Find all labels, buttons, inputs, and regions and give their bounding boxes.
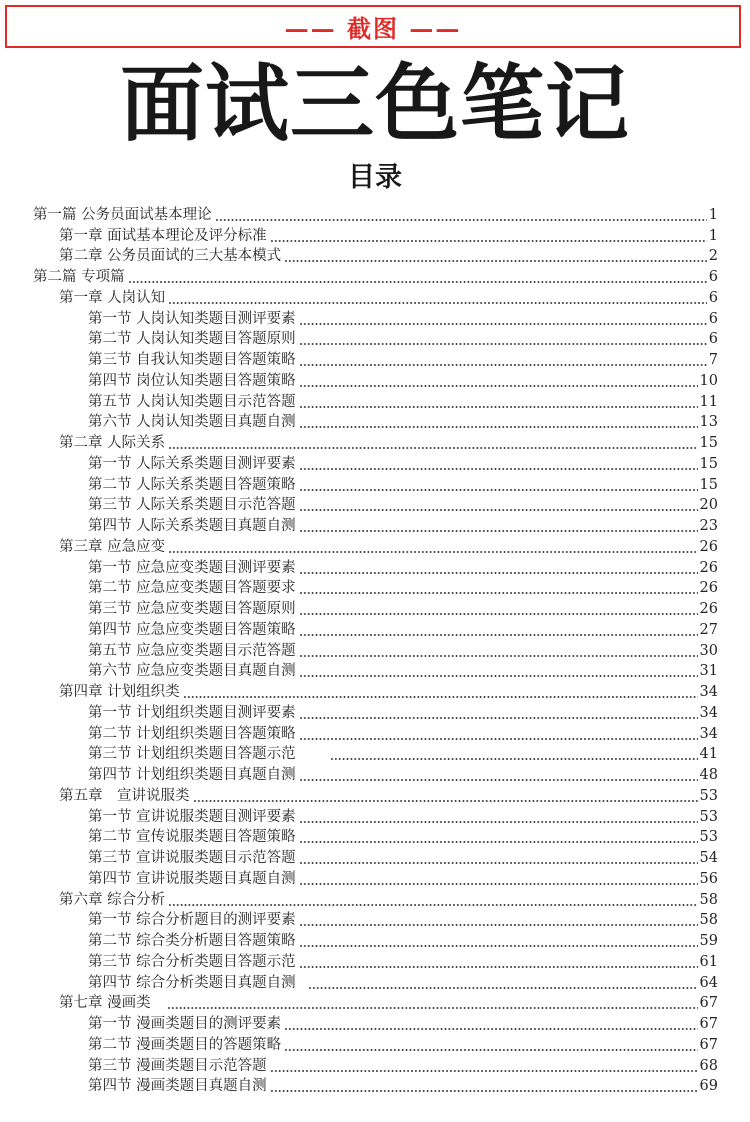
toc-entry-page: 20 (699, 497, 718, 514)
toc-entry-page: 34 (699, 684, 718, 700)
toc-leader-dots (299, 860, 698, 865)
toc-entry-label: 第四节 宣讲说服类题目真题自测 (88, 870, 296, 887)
toc-entry (0, 702, 718, 723)
toc-entry-page: 61 (699, 953, 718, 970)
toc-entry-label: 第三节 计划组织类题目答题示范 (88, 746, 296, 763)
toc-entry-label: 第三节 自我认知类题目答题策略 (88, 352, 296, 368)
toc-entry (0, 640, 718, 661)
toc-entry-page: 31 (699, 663, 718, 680)
toc-leader-dots (270, 1088, 698, 1093)
toc-entry (0, 1076, 718, 1097)
toc-entry-page: 1 (708, 227, 718, 244)
toc-leader-dots (299, 839, 698, 844)
toc-leader-dots (128, 279, 707, 284)
toc-leader-dots (299, 673, 698, 678)
toc-entry-label: 第三节 综合分析类题目答题示范 (88, 953, 296, 970)
toc-entry (0, 910, 718, 931)
toc-leader-dots (299, 321, 707, 326)
toc-entry-page: 27 (699, 621, 718, 638)
toc-leader-dots (299, 590, 698, 595)
toc-leader-dots (168, 902, 697, 907)
toc-entry-label: 第六节 应急应变类题目真题自测 (88, 663, 296, 680)
toc-leader-dots (299, 507, 698, 512)
toc-entry-page: 6 (708, 331, 718, 348)
toc-entry-label: 第四节 计划组织类题目真题自测 (88, 767, 296, 783)
toc-entry (0, 515, 718, 536)
toc-leader-dots (299, 964, 698, 969)
toc-leader-dots (270, 238, 707, 243)
toc-entry-page: 58 (699, 912, 718, 929)
toc-entry (0, 412, 718, 433)
toc-entry (0, 951, 718, 972)
toc-entry (0, 661, 718, 682)
toc-leader-dots (299, 528, 698, 533)
toc-entry-label: 第二章 人际关系 (59, 435, 166, 451)
toc-entry-label: 第一节 计划组织类题目测评要素 (88, 704, 296, 721)
toc-entry-page: 2 (708, 248, 718, 265)
toc-entry-label: 第一节 应急应变类题目测评要素 (88, 559, 296, 576)
toc-entry (0, 308, 718, 329)
toc-entry-label: 第一节 漫画类题目的测评要素 (88, 1016, 282, 1032)
toc-leader-dots (299, 383, 698, 388)
toc-entry (0, 847, 718, 868)
toc-entry-page: 67 (699, 1016, 718, 1032)
toc-entry (0, 391, 718, 412)
toc-entry (0, 619, 718, 640)
toc-entry (0, 972, 718, 993)
toc-entry (0, 287, 718, 308)
toc-entry-label: 第三节 应急应变类题目答题原则 (88, 601, 296, 617)
toc-entry-label: 第五节 应急应变类题目示范答题 (88, 642, 296, 659)
toc-entry-label: 第三节 人际关系类题目示范答题 (88, 497, 296, 514)
screenshot-banner-label: —— 截图 —— (284, 14, 462, 43)
toc-entry-page: 56 (699, 870, 718, 887)
toc-entry-page: 34 (699, 704, 718, 721)
toc-leader-dots (299, 922, 698, 927)
toc-entry-page: 15 (699, 435, 718, 451)
toc-entry (0, 536, 718, 557)
toc-leader-dots (167, 1005, 698, 1010)
toc-entry-label: 第一章 面试基本理论及评分标准 (59, 227, 267, 244)
toc-entry (0, 557, 718, 578)
toc-leader-dots (299, 777, 698, 782)
toc-entry-page: 34 (699, 725, 718, 742)
toc-entry-label: 第四节 漫画类题目真题自测 (88, 1078, 267, 1095)
toc-entry-label: 第一章 人岗认知 (59, 289, 166, 306)
toc-entry (0, 204, 718, 225)
toc-entry-label: 第一节 宣讲说服类题目测评要素 (88, 808, 296, 825)
toc-entry-page: 15 (699, 476, 718, 493)
toc-entry-page: 15 (699, 455, 718, 472)
toc-entry-page: 53 (699, 808, 718, 825)
toc-entry-label: 第二章 公务员面试的三大基本模式 (59, 248, 282, 265)
toc-entry-label: 第二节 漫画类题目的答题策略 (88, 1036, 282, 1053)
toc-leader-dots (299, 943, 698, 948)
toc-entry-label: 第一节 综合分析题目的测评要素 (88, 912, 296, 929)
toc-entry-page: 64 (699, 974, 718, 991)
toc-leader-dots (299, 653, 698, 658)
toc-entry-label: 第三章 应急应变 (59, 538, 166, 555)
toc-entry-label: 第二篇 专项篇 (33, 269, 125, 285)
toc-entry-page: 53 (699, 787, 718, 804)
toc-entry-page: 6 (708, 310, 718, 327)
toc-leader-dots (308, 985, 698, 990)
toc-entry-page: 23 (699, 518, 718, 534)
toc-leader-dots (270, 1068, 698, 1073)
toc-entry-page: 30 (699, 642, 718, 659)
toc-entry (0, 370, 718, 391)
toc-entry-label: 第五章 宣讲说服类 (59, 787, 190, 804)
toc-leader-dots (193, 798, 698, 803)
toc-entry-page: 67 (699, 1036, 718, 1053)
toc-leader-dots (299, 570, 698, 575)
toc-leader-dots (168, 549, 697, 554)
toc-entry-page: 11 (699, 393, 718, 410)
toc-heading: 目录 (348, 162, 402, 193)
toc-entry (0, 868, 718, 889)
toc-leader-dots (299, 715, 698, 720)
toc-entry-label: 第五节 人岗认知类题目示范答题 (88, 393, 296, 410)
toc-entry-label: 第二节 人岗认知类题目答题原则 (88, 331, 296, 348)
toc-leader-dots (299, 487, 698, 492)
toc-entry-page: 6 (708, 269, 718, 285)
toc-entry-label: 第二节 人际关系类题目答题策略 (88, 476, 296, 493)
toc-entry (0, 1034, 718, 1055)
toc-entry-label: 第二节 计划组织类题目答题策略 (88, 725, 296, 742)
toc-leader-dots (284, 258, 707, 263)
toc-entry-label: 第三节 漫画类题目示范答题 (88, 1057, 267, 1074)
toc-leader-dots (299, 632, 698, 637)
toc-entry-label: 第二节 宣传说服类题目答题策略 (88, 829, 296, 846)
toc-leader-dots (299, 881, 698, 886)
toc-leader-dots (168, 445, 697, 450)
toc-leader-dots (284, 1047, 697, 1052)
toc-leader-dots (284, 1026, 697, 1031)
toc-entry-page: 58 (699, 891, 718, 908)
toc-entry-page: 7 (708, 352, 718, 368)
toc-entry (0, 578, 718, 599)
toc-entry (0, 246, 718, 267)
toc-entry (0, 930, 718, 951)
toc-entry-page: 26 (699, 601, 718, 617)
toc-leader-dots (299, 466, 698, 471)
toc-entry (0, 225, 718, 246)
toc-entry-label: 第二节 综合类分析题目答题策略 (88, 933, 296, 949)
toc-entry-label: 第三节 宣讲说服类题目示范答题 (88, 850, 296, 866)
toc-entry (0, 266, 718, 287)
toc-leader-dots (299, 362, 707, 367)
toc-entry (0, 723, 718, 744)
toc-entry (0, 1055, 718, 1076)
toc-leader-dots (299, 736, 698, 741)
toc-entry (0, 827, 718, 848)
toc-entry-page: 54 (699, 850, 718, 866)
toc-entry (0, 1013, 718, 1034)
toc-entry-label: 第四章 计划组织类 (59, 684, 180, 700)
toc-entry-label: 第四节 人际关系类题目真题自测 (88, 518, 296, 534)
toc-entry (0, 349, 718, 370)
toc-entry (0, 495, 718, 516)
toc-entry-page: 48 (699, 767, 718, 783)
toc-entry-page: 41 (699, 746, 718, 763)
toc-entry (0, 453, 718, 474)
toc-leader-dots (299, 611, 698, 616)
toc-entry (0, 785, 718, 806)
toc-entry (0, 474, 718, 495)
toc-entry-page: 6 (708, 289, 718, 306)
toc-entry-label: 第七章 漫画类 (59, 995, 151, 1012)
toc-entry-page: 69 (699, 1078, 718, 1095)
toc-entry (0, 432, 718, 453)
toc-leader-dots (168, 300, 707, 305)
toc-entry (0, 993, 718, 1014)
toc-leader-dots (215, 217, 707, 222)
toc-leader-dots (330, 756, 698, 761)
toc-entry-page: 26 (699, 538, 718, 555)
book-title: 面试三色笔记 (119, 54, 630, 153)
toc-leader-dots (299, 404, 698, 409)
toc-entry-page: 26 (699, 580, 718, 597)
toc-entry-label: 第四节 应急应变类题目答题策略 (88, 621, 296, 638)
toc-entry (0, 889, 718, 910)
toc-entry-label: 第一篇 公务员面试基本理论 (33, 206, 212, 223)
toc-entry-label: 第二节 应急应变类题目答题要求 (88, 580, 296, 597)
toc-entry (0, 681, 718, 702)
toc-entry-label: 第六章 综合分析 (59, 891, 166, 908)
toc-entry-label: 第四节 岗位认知类题目答题策略 (88, 372, 296, 389)
toc-entry-page: 59 (699, 933, 718, 949)
toc-leader-dots (299, 424, 698, 429)
toc-leader-dots (183, 694, 698, 699)
toc-entry-label: 第一节 人际关系类题目测评要素 (88, 455, 296, 472)
toc-entry-page: 10 (699, 372, 718, 389)
toc-entry-label: 第四节 综合分析类题目真题自测 (88, 974, 296, 991)
toc-entry (0, 598, 718, 619)
toc-entry (0, 744, 718, 765)
toc-entry-label: 第六节 人岗认知类题目真题自测 (88, 414, 296, 431)
toc-entry (0, 764, 718, 785)
toc-leader-dots (299, 819, 698, 824)
toc-entry-label: 第一节 人岗认知类题目测评要素 (88, 310, 296, 327)
toc-leader-dots (299, 341, 707, 346)
toc-entry (0, 329, 718, 350)
table-of-contents (0, 204, 750, 1096)
toc-entry (0, 806, 718, 827)
toc-entry-page: 1 (708, 206, 718, 223)
toc-entry-page: 26 (699, 559, 718, 576)
toc-entry-page: 68 (699, 1057, 718, 1074)
toc-entry-page: 13 (699, 414, 718, 431)
toc-entry-page: 67 (699, 995, 718, 1012)
toc-entry-page: 53 (699, 829, 718, 846)
screenshot-banner (5, 5, 741, 48)
